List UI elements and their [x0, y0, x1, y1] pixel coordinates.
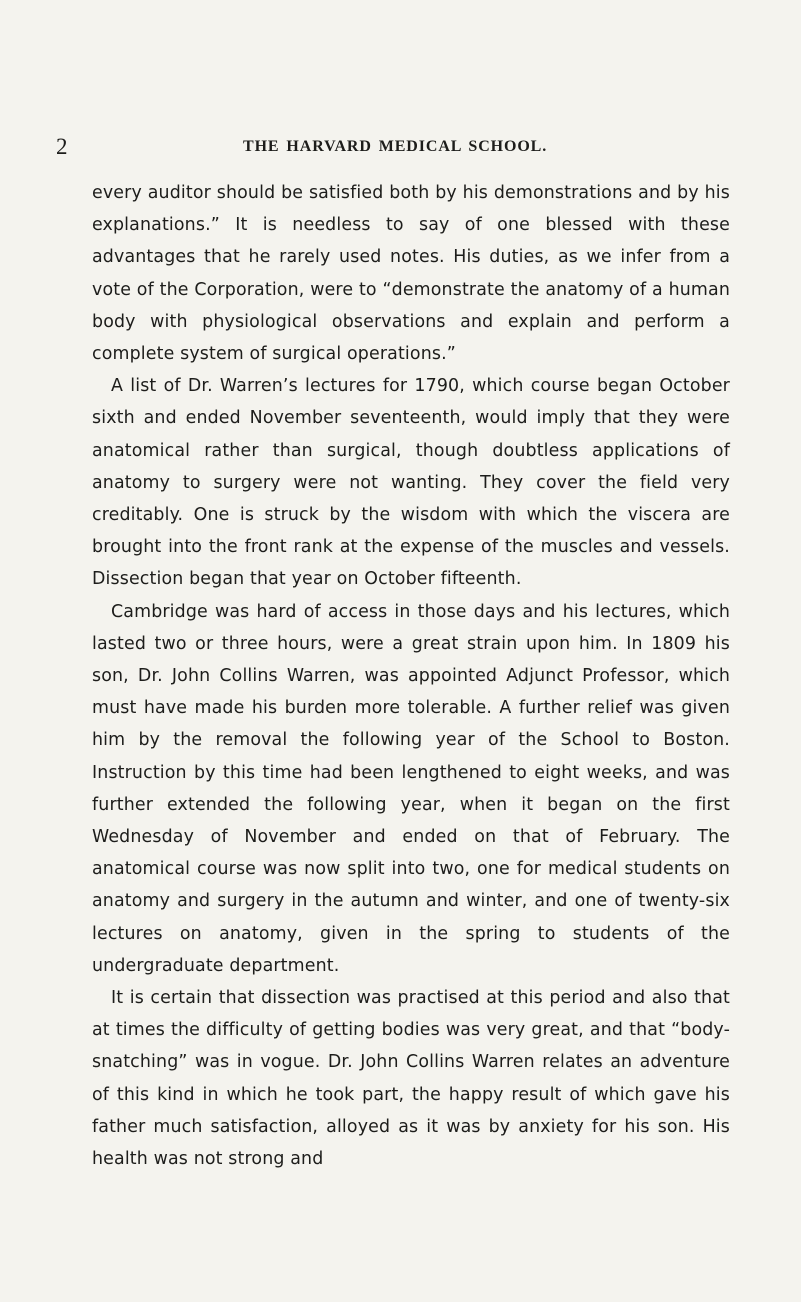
page-header — [0, 132, 801, 162]
paragraph: It is certain that dissection was practised at this period and also that at times the difficulty of getting bodies was very great, and that “body-snatching” was in vogue. Dr. John Collins Warren relates an adventure of this kind in which he took part, the happy result of which gave his father much satisfaction, alloyed as it was by anxiety for his son. His health was not strong and — [92, 988, 730, 1170]
page-number: 2 — [56, 134, 68, 159]
paragraph: A list of Dr. Warren’s lectures for 1790, which course began October sixth and ended November seventeenth, would imply that they were anatomical rather than surgical, though doubtless applications of anatomy to surgery were not wanting. They cover the field very creditably. One is struck by the wisdom with which the viscera are brought into the front rank at the expense of the muscles and vessels. Dissection began that year on October fifteenth. — [92, 376, 730, 590]
paragraph: every auditor should be satisfied both by his demonstrations and by his explanations.” It is needless to say of one blessed with these advantages that he rarely used notes. His duties, as we infer from a vote of the Corporation, were to “demonstrate the anatomy of a human body with physiological observations and explain and perform a complete system of surgical operations.” — [92, 183, 730, 365]
body-text — [92, 177, 730, 1175]
running-title: THE HARVARD MEDICAL SCHOOL. — [243, 138, 548, 155]
paragraph: Cambridge was hard of access in those days and his lectures, which lasted two or three hours, were a great strain upon him. In 1809 his son, Dr. John Collins Warren, was appointed Adjunct Professor, which must have made his burden more tolerable. A further relief was given him by the removal the following year of the School to Boston. Instruction by this time had been lengthened to eight weeks, and was further extended the following year, when it began on the first Wednesday of November and ended on that of February. The anatomical course was now split into two, one for medical students on anatomy and surgery in the autumn and winter, and one of twenty-six lectures on anatomy, given in the spring to students of the undergraduate department. — [92, 601, 730, 976]
